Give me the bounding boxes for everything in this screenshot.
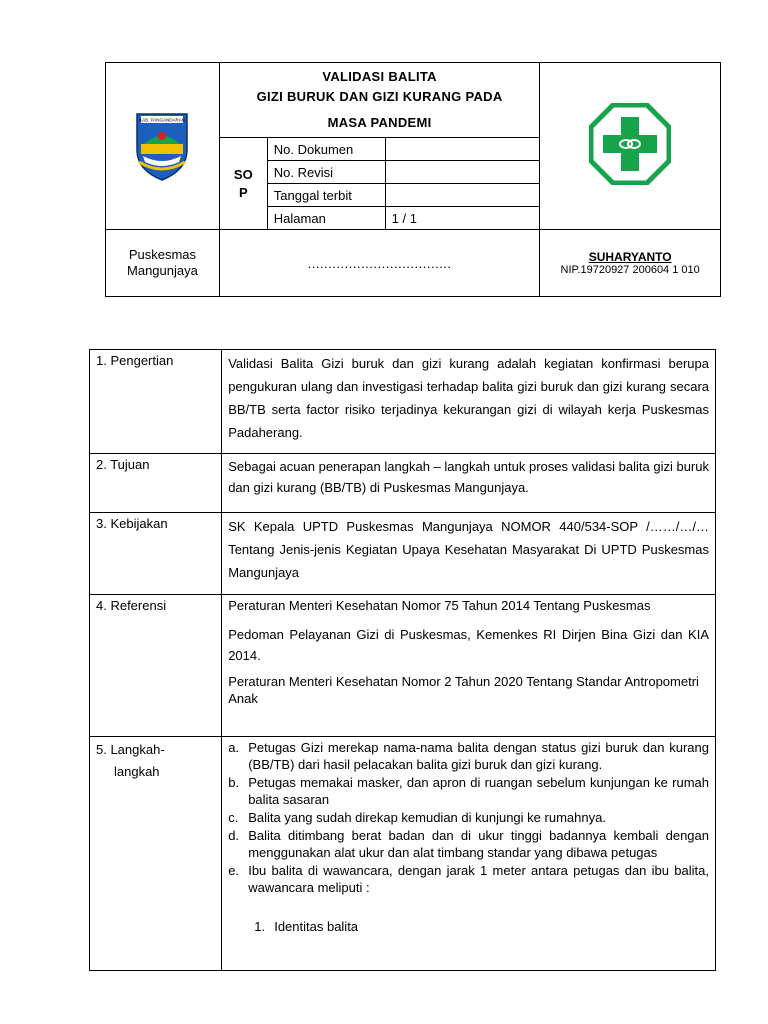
svg-text:KAB. PANGANDARAN: KAB. PANGANDARAN — [139, 117, 186, 122]
regency-logo-cell — [106, 63, 220, 230]
meta-label-no-revisi: No. Revisi — [267, 161, 385, 184]
step-item — [228, 774, 709, 808]
section-text-kebijakan: SK Kepala UPTD Puskesmas Mangunjaya NOMOR 440/534-SOP /……/…/… Tentang Jenis-jenis Kegiatan Upaya Kesehatan Masyarakat Di UPTD Puskesmas Mangunjaya — [222, 513, 716, 595]
section-row-tujuan — [90, 454, 716, 513]
step-text: Petugas Gizi merekap nama-nama balita dengan status gizi buruk dan kurang (BB/TB) dari hasil pelacakan balita gizi buruk dan gizi kurang. — [248, 740, 709, 772]
document-title — [219, 63, 539, 138]
section-text-tujuan: Sebagai acuan penerapan langkah – langkah untuk proses validasi balita gizi buruk dan gizi kurang (BB/TB) di Puskesmas Mangunjaya. — [222, 454, 716, 513]
step-text: Ibu balita di wawancara, dengan jarak 1 meter antara petugas dan ibu balita, wawancara meliputi : — [248, 863, 709, 895]
sop-label-line-1: SO — [233, 166, 253, 182]
reference-item: Pedoman Pelayanan Gizi di Puskesmas, Kemenkes RI Dirjen Bina Gizi dan KIA 2014. — [228, 627, 709, 663]
section-label-pengertian: 1. Pengertian — [90, 350, 222, 454]
meta-value-no-dokumen — [385, 138, 540, 161]
section-row-langkah — [90, 737, 716, 971]
meta-value-tanggal-terbit — [385, 184, 540, 207]
step-marker: e. — [228, 863, 240, 878]
puskesmas-name — [106, 230, 220, 297]
sop-content-table — [89, 349, 716, 971]
meta-label-tanggal-terbit: Tanggal terbit — [267, 184, 385, 207]
sub-step-marker: 1. — [254, 919, 266, 934]
step-item — [228, 739, 709, 773]
signature-dots: ................................... — [219, 230, 539, 297]
regency-crest-logo — [131, 104, 193, 184]
step-item — [228, 827, 709, 861]
puskesmas-logo-cell — [540, 63, 721, 230]
signer-name: SUHARYANTO — [588, 250, 672, 264]
meta-label-no-dokumen: No. Dokumen — [267, 138, 385, 161]
sop-label — [219, 138, 267, 230]
reference-item: Peraturan Menteri Kesehatan Nomor 2 Tahun 2020 Tentang Standar Antropometri Anak — [228, 674, 699, 706]
puskesmas-logo — [589, 103, 671, 185]
section-row-referensi — [90, 595, 716, 737]
step-item — [228, 862, 709, 896]
sub-step-text: Identitas balita — [274, 919, 359, 934]
section-label-referensi: 4. Referensi — [90, 595, 222, 737]
steps-list — [228, 739, 709, 896]
sub-step-item — [228, 918, 709, 935]
meta-value-no-revisi — [385, 161, 540, 184]
step-marker: b. — [228, 775, 240, 790]
sop-header-table — [105, 62, 721, 297]
step-marker: d. — [228, 828, 240, 843]
step-marker: a. — [228, 740, 240, 755]
section-row-pengertian — [90, 350, 716, 454]
step-text: Balita ditimbang berat badan dan di ukur tinggi badannya kembali dengan menggunakan alat ukur dan alat timbang standar yang dibawa petugas — [248, 828, 709, 860]
section-content-referensi — [222, 595, 716, 737]
section-label-langkah-line-2: langkah — [114, 764, 160, 779]
step-marker: c. — [228, 810, 239, 825]
section-label-langkah-line-1: 5. Langkah- — [96, 742, 165, 757]
puskesmas-line-1: Puskesmas — [128, 247, 197, 262]
signer-nip: NIP.19720927 200604 1 010 — [560, 264, 700, 276]
title-line-2: GIZI BURUK DAN GIZI KURANG PADA — [256, 89, 503, 104]
section-label-kebijakan: 3. Kebijakan — [90, 513, 222, 595]
sop-label-line-2: P — [238, 184, 248, 200]
reference-item: Peraturan Menteri Kesehatan Nomor 75 Tahun 2014 Tentang Puskesmas — [228, 598, 651, 613]
title-line-3: MASA PANDEMI — [327, 115, 432, 130]
section-label-tujuan: 2. Tujuan — [90, 454, 222, 513]
step-item — [228, 809, 709, 826]
section-content-langkah — [222, 737, 716, 971]
signer-block — [540, 230, 721, 297]
meta-value-halaman: 1 / 1 — [385, 207, 540, 230]
meta-label-halaman: Halaman — [267, 207, 385, 230]
section-label-langkah — [90, 737, 222, 971]
step-text: Balita yang sudah direkap kemudian di kunjungi ke rumahnya. — [248, 810, 606, 825]
step-text: Petugas memakai masker, dan apron di ruangan sebelum kunjungan ke rumah balita sasaran — [248, 775, 709, 807]
puskesmas-line-2: Mangunjaya — [127, 263, 198, 278]
section-text-pengertian: Validasi Balita Gizi buruk dan gizi kurang adalah kegiatan konfirmasi berupa pengukuran ulang dan investigasi terhadap balita gizi buruk dan gizi kurang secara BB/TB serta factor risiko terjadinya kekurangan gizi di wilayah kerja Puskesmas Padaherang. — [222, 350, 716, 454]
title-line-1: VALIDASI BALITA — [322, 69, 437, 84]
section-row-kebijakan — [90, 513, 716, 595]
